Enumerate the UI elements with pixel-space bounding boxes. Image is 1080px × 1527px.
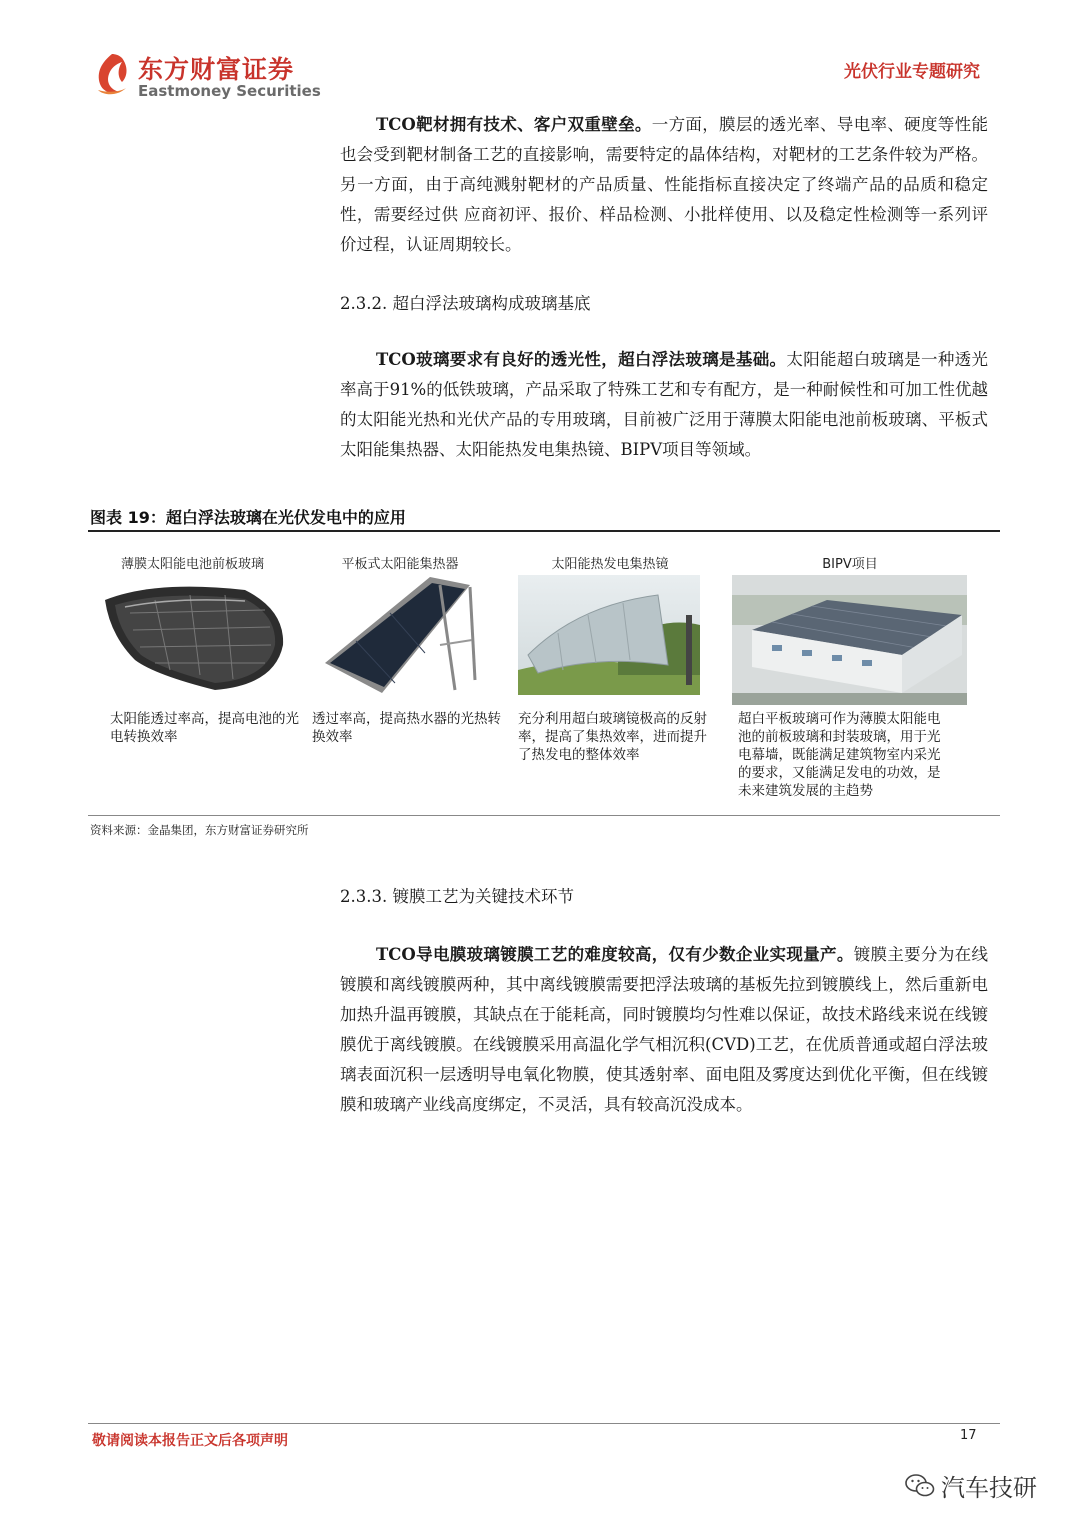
panel-label-thin-film: 薄膜太阳能电池前板玻璃 — [120, 557, 264, 572]
panel-label-heat-mirror: 太阳能热发电集热镜 — [551, 557, 669, 572]
panel-caption-thin-film: 太阳能透过率高，提高电池的光电转换效率 — [110, 711, 299, 745]
brand-name-en: Eastmoney Securities — [138, 82, 321, 100]
paragraph-tco-target — [340, 110, 988, 260]
brand-name-cn: 东方财富证券 — [138, 55, 295, 84]
paragraph-body: 一方面，膜层的透光率、导电率、硬度等性能也会受到靶材制备工艺的直接影响，需要特定的晶体结构，对靶材的工艺条件较为严格。另一方面，由于高纯溅射靶材的产品质量、性能指标直接决定了终端产品的品质和稳定性，需要经过供 应商初评、报价、样品检测、小批样使用、以及稳定性检测等一系列评价过程，认证周期较长。 — [340, 115, 988, 254]
panel-label-flat-plate-collector: 平板式太阳能集热器 — [341, 557, 459, 572]
panel-caption-heat-mirror: 充分利用超白玻璃镜极高的反射率，提高了集热效率，进而提升了热发电的整体效率 — [518, 711, 707, 763]
footer-rule — [88, 1423, 1000, 1424]
figure-bottom-rule — [88, 815, 1000, 816]
page-number: 17 — [960, 1428, 977, 1443]
figure-title: 图表 19：超白浮法玻璃在光伏发电中的应用 — [90, 508, 406, 527]
paragraph-coating-process — [340, 940, 988, 1120]
thin-film-panel-image — [95, 575, 295, 695]
paragraph-body: 太阳能超白玻璃是一种透光率高于91%的低铁玻璃，产品采取了特殊工艺和专有配方，是一种耐候性和可加工性优越的太阳能光热和光伏产品的专用玻璃，目前被广泛用于薄膜太阳能电池前板玻璃、平板式太阳能集热器、太阳能热发电集热镜、BIPV项目等领域。 — [340, 350, 988, 459]
section-heading-2-3-2: 2.3.2. 超白浮法玻璃构成玻璃基底 — [340, 294, 591, 313]
paragraph-body: 镀膜主要分为在线镀膜和离线镀膜两种，其中离线镀膜需要把浮法玻璃的基板先拉到镀膜线上，然后重新电加热升温再镀膜，其缺点在于能耗高，同时镀膜均匀性难以保证，故技术路线来说在线镀膜优于离线镀膜。在线镀膜采用高温化学气相沉积(CVD)工艺，在优质普通或超白浮法玻璃表面沉积一层透明导电氧化物膜，使其透射率、面电阻及雾度达到优化平衡，但在线镀膜和玻璃产业线高度绑定，不灵活，具有较高沉没成本。 — [340, 945, 988, 1114]
figure-source: 资料来源：金晶集团，东方财富证券研究所 — [90, 823, 309, 837]
paragraph-lead: TCO玻璃要求有良好的透光性，超白浮法玻璃是基础。 — [376, 350, 787, 369]
panel-label-bipv: BIPV项目 — [822, 557, 878, 572]
solar-thermal-mirror-image — [518, 575, 700, 695]
panel-caption-flat-plate-collector: 透过率高，提高热水器的光热转换效率 — [312, 711, 501, 745]
paragraph-lead: TCO靶材拥有技术、客户双重壁垒。 — [376, 115, 652, 134]
flat-plate-collector-image — [320, 575, 480, 700]
paragraph-ultra-white-glass — [340, 345, 988, 465]
watermark-text: 汽车技研 — [941, 1474, 1037, 1502]
panel-caption-bipv: 超白平板玻璃可作为薄膜太阳能电池的前板玻璃和封装玻璃，用于光电幕墙，既能满足建筑物室内采光的要求，又能满足发电的功效，是未来建筑发展的主趋势 — [738, 711, 941, 799]
paragraph-lead: TCO导电膜玻璃镀膜工艺的难度较高，仅有少数企业实现量产。 — [376, 945, 854, 964]
report-type: 光伏行业专题研究 — [844, 62, 980, 82]
wechat-icon — [905, 1473, 935, 1499]
footer-disclaimer: 敬请阅读本报告正文后各项声明 — [92, 1433, 288, 1449]
eastmoney-logo-icon — [92, 52, 132, 96]
watermark — [905, 1468, 1037, 1503]
figure-top-rule — [88, 530, 1000, 532]
section-heading-2-3-3: 2.3.3. 镀膜工艺为关键技术环节 — [340, 887, 574, 906]
bipv-building-image — [732, 575, 967, 705]
